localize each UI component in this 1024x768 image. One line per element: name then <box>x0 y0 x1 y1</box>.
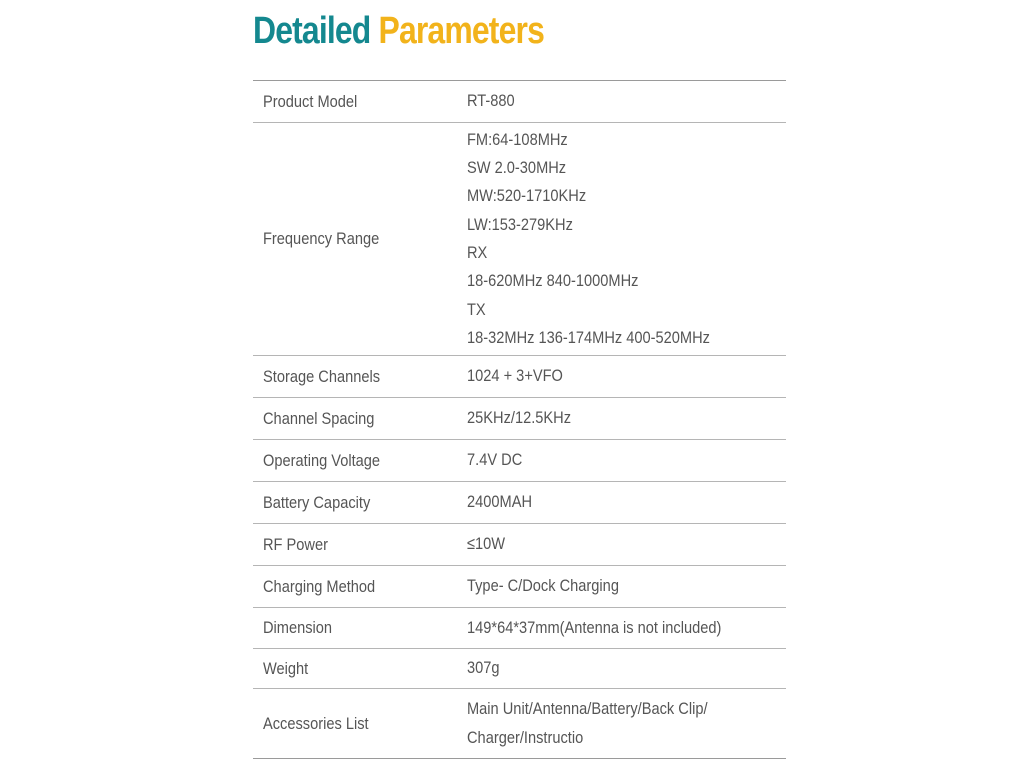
spec-value <box>467 362 786 390</box>
spec-value-line: 18-620MHz 840-1000MHz <box>467 271 639 291</box>
spec-value-line: 149*64*37mm(Antenna is not included) <box>467 617 722 637</box>
spec-value <box>467 126 786 352</box>
spec-value <box>467 695 786 752</box>
spec-value <box>467 404 786 432</box>
spec-row-accessories-list <box>253 689 786 759</box>
spec-value-line: FM:64-108MHz <box>467 129 568 149</box>
spec-value-line: ≤10W <box>467 534 506 554</box>
spec-value <box>467 87 786 115</box>
spec-table <box>253 80 786 759</box>
spec-label: Storage Channels <box>263 366 381 386</box>
spec-label: Dimension <box>263 618 333 637</box>
spec-value-line: 25KHz/12.5KHz <box>467 408 572 428</box>
spec-label: Charging Method <box>263 576 376 596</box>
spec-row-storage-channels <box>253 356 786 398</box>
spec-value <box>467 654 786 682</box>
spec-label: Frequency Range <box>263 229 380 248</box>
spec-value <box>467 572 786 600</box>
spec-row-weight <box>253 649 786 689</box>
spec-value <box>467 530 786 558</box>
spec-label: Channel Spacing <box>263 408 375 428</box>
spec-value-line: 1024 + 3+VFO <box>467 366 563 386</box>
spec-value-line: LW:153-279KHz <box>467 214 573 234</box>
spec-row-dimension <box>253 608 786 649</box>
spec-value-line: Main Unit/Antenna/Battery/Back Clip/ <box>467 699 708 719</box>
spec-row-product-model <box>253 81 786 123</box>
spec-label: Accessories List <box>263 713 369 733</box>
title-part-detailed: Detailed <box>253 10 371 52</box>
spec-value-line: TX <box>467 299 486 319</box>
spec-row-channel-spacing <box>253 398 786 440</box>
spec-value-line: 2400MAH <box>467 492 533 512</box>
spec-row-charging-method <box>253 566 786 608</box>
spec-value-line: 7.4V DC <box>467 450 523 470</box>
spec-label: RF Power <box>263 534 328 554</box>
spec-value-line: MW:520-1710KHz <box>467 186 587 206</box>
spec-value <box>467 488 786 516</box>
spec-value <box>467 446 786 474</box>
spec-row-frequency-range <box>253 123 786 356</box>
spec-value-line: Type- C/Dock Charging <box>467 576 619 596</box>
spec-label: Weight <box>263 658 309 678</box>
spec-row-battery-capacity <box>253 482 786 524</box>
spec-value-line: Charger/Instructio <box>467 727 584 747</box>
spec-value-line: RT-880 <box>467 91 515 111</box>
spec-value-line: SW 2.0-30MHz <box>467 158 567 178</box>
spec-value-line: 307g <box>467 658 500 678</box>
spec-label: Product Model <box>263 91 358 111</box>
title-part-parameters: Parameters <box>378 10 545 52</box>
spec-value-line: 18-32MHz 136-174MHz 400-520MHz <box>467 327 710 347</box>
spec-row-operating-voltage <box>253 440 786 482</box>
spec-row-rf-power <box>253 524 786 566</box>
spec-label: Battery Capacity <box>263 492 371 512</box>
spec-label: Operating Voltage <box>263 450 381 470</box>
spec-value <box>467 614 786 642</box>
page-title <box>253 8 544 54</box>
spec-value-line: RX <box>467 243 488 262</box>
